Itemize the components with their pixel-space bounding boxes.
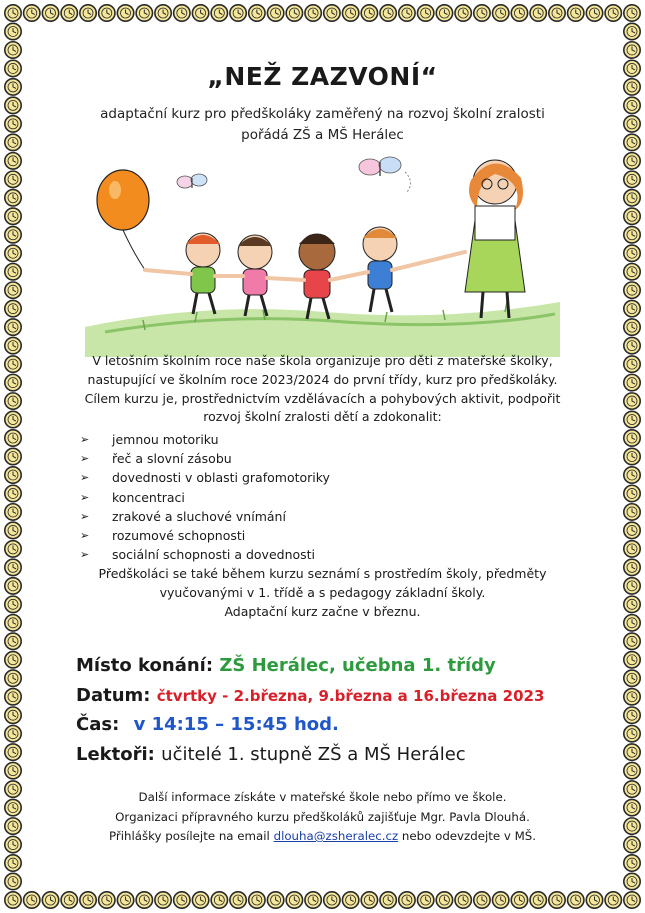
clock-icon xyxy=(624,319,640,335)
clock-icon xyxy=(380,5,396,21)
clock-icon xyxy=(5,356,21,372)
clock-icon xyxy=(624,42,640,58)
clock-icon xyxy=(5,282,21,298)
clock-icon xyxy=(5,42,21,58)
clock-icon xyxy=(5,337,21,353)
clock-icon xyxy=(5,873,21,889)
clock-icon xyxy=(455,892,471,908)
clock-icon xyxy=(624,448,640,464)
clock-icon xyxy=(624,153,640,169)
clock-icon xyxy=(117,892,133,908)
clock-icon xyxy=(624,504,640,520)
outro-line: Předškoláci se také během kurzu seznámí s prostředím školy, předměty xyxy=(98,566,547,581)
footer xyxy=(40,788,605,847)
clock-icon xyxy=(5,670,21,686)
clock-icon xyxy=(267,5,283,21)
clock-icon xyxy=(624,264,640,280)
lecturers-row xyxy=(76,744,466,765)
clock-icon xyxy=(624,60,640,76)
clock-icon xyxy=(42,892,58,908)
clock-icon xyxy=(5,300,21,316)
clock-icon xyxy=(249,892,265,908)
clock-icon xyxy=(24,892,40,908)
children-holding-hands-icon xyxy=(145,227,465,319)
clock-icon xyxy=(624,578,640,594)
clock-icon xyxy=(624,79,640,95)
footer-line-2: Organizaci přípravného kurzu předškoláků zajišťuje Mgr. Pavla Dlouhá. xyxy=(115,809,530,824)
skill-label: řeč a slovní zásobu xyxy=(112,451,232,467)
clock-icon xyxy=(5,134,21,150)
clock-icon xyxy=(624,282,640,298)
clock-icon xyxy=(174,5,190,21)
clock-icon xyxy=(136,892,152,908)
clock-icon xyxy=(624,208,640,224)
children-illustration xyxy=(85,152,560,357)
arrow-bullet-icon: ➢ xyxy=(80,509,90,523)
skill-item xyxy=(80,468,330,487)
footer-line-3 xyxy=(40,827,605,847)
clock-icon xyxy=(624,116,640,132)
date-value: čtvrtky - 2.března, 9.března a 16.března 2023 xyxy=(156,687,545,705)
clock-icon xyxy=(5,559,21,575)
clock-icon xyxy=(399,892,415,908)
clock-icon xyxy=(5,578,21,594)
clock-icon xyxy=(5,208,21,224)
skill-label: koncentraci xyxy=(112,489,185,505)
footer-line-3-before: Přihlášky posílejte na email xyxy=(108,829,274,843)
skill-label: dovednosti v oblasti grafomotoriky xyxy=(112,470,330,486)
clock-icon xyxy=(117,5,133,21)
teacher-icon xyxy=(465,160,525,318)
clock-icon xyxy=(361,892,377,908)
place-value: ZŠ Herálec, učebna 1. třídy xyxy=(219,655,496,676)
outro-line: vyučovanými v 1. třídě a s pedagogy základní školy. xyxy=(159,584,486,600)
clock-icon xyxy=(455,5,471,21)
clock-icon xyxy=(136,5,152,21)
intro-line: Cílem kurzu je, prostřednictvím vzdělávacích a pohybových aktivit, podpořit xyxy=(84,390,561,406)
clock-icon xyxy=(61,5,77,21)
skill-item xyxy=(80,449,330,468)
butterfly-icon xyxy=(359,157,411,192)
clock-icon xyxy=(80,892,96,908)
clock-icon xyxy=(192,892,208,908)
clock-icon xyxy=(5,467,21,483)
clock-icon xyxy=(211,5,227,21)
clock-icon xyxy=(624,836,640,852)
skill-item xyxy=(80,507,330,526)
clock-icon xyxy=(5,393,21,409)
clock-icon xyxy=(624,171,640,187)
clock-icon xyxy=(342,892,358,908)
skill-label: jemnou motoriku xyxy=(112,432,219,447)
clock-icon xyxy=(305,892,321,908)
balloon-icon xyxy=(97,170,149,270)
skill-item xyxy=(80,430,330,449)
clock-icon xyxy=(624,411,640,427)
clock-icon xyxy=(80,5,96,21)
clock-icon xyxy=(230,892,246,908)
clock-icon xyxy=(624,485,640,501)
clock-icon xyxy=(399,5,415,21)
clock-icon xyxy=(624,892,640,908)
clock-icon xyxy=(5,707,21,723)
clock-icon xyxy=(624,23,640,39)
subtitle-line-2: pořádá ZŠ a MŠ Herálec xyxy=(241,127,404,143)
flyer-content xyxy=(40,40,605,873)
clock-icon xyxy=(511,5,527,21)
clock-icon xyxy=(492,892,508,908)
skills-list xyxy=(80,430,330,564)
clock-icon xyxy=(5,522,21,538)
clock-icon xyxy=(5,264,21,280)
clock-icon xyxy=(5,762,21,778)
clock-icon xyxy=(249,5,265,21)
clock-icon xyxy=(436,892,452,908)
clock-icon xyxy=(436,5,452,21)
grass-icon xyxy=(85,302,560,357)
arrow-bullet-icon: ➢ xyxy=(80,433,90,446)
lecturers-value: učitelé 1. stupně ZŠ a MŠ Herálec xyxy=(161,744,466,765)
clock-icon xyxy=(605,892,621,908)
clock-icon xyxy=(5,430,21,446)
clock-icon xyxy=(5,541,21,557)
clock-icon xyxy=(5,744,21,760)
butterfly-icon xyxy=(177,174,207,188)
clock-icon xyxy=(5,319,21,335)
clock-icon xyxy=(24,5,40,21)
arrow-bullet-icon: ➢ xyxy=(80,452,90,466)
clock-icon xyxy=(624,245,640,261)
date-label: Datum: xyxy=(76,685,151,706)
page-title: „NEŽ ZAZVONÍ“ xyxy=(207,62,438,91)
clock-icon xyxy=(530,892,546,908)
clock-icon xyxy=(624,541,640,557)
intro-line: rozvoj školní zralosti dětí a zdokonalit: xyxy=(203,409,442,425)
footer-line-3-after: nebo odevzdejte v MŠ. xyxy=(398,829,537,843)
clock-icon xyxy=(99,892,115,908)
clock-icon xyxy=(305,5,321,21)
clock-icon xyxy=(5,374,21,390)
outro-line: Adaptační kurz začne v březnu. xyxy=(224,603,421,619)
clock-icon xyxy=(230,5,246,21)
clock-icon xyxy=(624,781,640,797)
clock-icon xyxy=(5,633,21,649)
clock-icon xyxy=(624,799,640,815)
clock-icon xyxy=(474,892,490,908)
clock-icon xyxy=(549,892,565,908)
clock-icon xyxy=(324,892,340,908)
footer-line-1: Další informace získáte v mateřské škole nebo přímo ve škole. xyxy=(138,790,507,804)
clock-icon xyxy=(5,615,21,631)
skill-label: sociální schopnosti a dovednosti xyxy=(112,547,316,563)
clock-icon xyxy=(5,818,21,834)
intro-line: V letošním školním roce naše škola organizuje pro děti z mateřské školky, xyxy=(92,353,553,368)
place-label: Místo konání: xyxy=(76,655,214,676)
clock-icon xyxy=(624,393,640,409)
clock-icon xyxy=(624,559,640,575)
clock-icon xyxy=(286,892,302,908)
clock-icon xyxy=(5,23,21,39)
clock-icon xyxy=(624,337,640,353)
arrow-bullet-icon: ➢ xyxy=(80,548,90,562)
clock-icon xyxy=(5,689,21,705)
time-label: Čas: xyxy=(76,714,120,735)
clock-icon xyxy=(624,356,640,372)
clock-icon xyxy=(5,116,21,132)
clock-icon xyxy=(192,5,208,21)
clock-icon xyxy=(5,855,21,871)
clock-icon xyxy=(624,725,640,741)
clock-icon xyxy=(568,892,584,908)
clock-icon xyxy=(5,171,21,187)
clock-icon xyxy=(5,836,21,852)
clock-icon xyxy=(624,134,640,150)
arrow-bullet-icon: ➢ xyxy=(80,490,90,504)
clock-icon xyxy=(586,5,602,21)
clock-icon xyxy=(624,300,640,316)
clock-icon xyxy=(624,5,640,21)
clock-icon xyxy=(5,190,21,206)
time-value: v 14:15 – 15:45 hod. xyxy=(133,714,339,735)
clock-icon xyxy=(5,227,21,243)
clock-icon xyxy=(211,892,227,908)
clock-icon xyxy=(5,781,21,797)
clock-icon xyxy=(586,892,602,908)
clock-icon xyxy=(624,190,640,206)
clock-icon xyxy=(5,245,21,261)
place-row xyxy=(76,655,496,676)
skill-label: rozumové schopnosti xyxy=(112,528,246,544)
skill-label: zrakové a sluchové vnímání xyxy=(112,508,286,524)
clock-icon xyxy=(624,522,640,538)
clock-icon xyxy=(624,652,640,668)
subtitle-line-1: adaptační kurz pro předškoláky zaměřený na rozvoj školní zralosti xyxy=(100,106,545,122)
clock-icon xyxy=(624,615,640,631)
clock-icon xyxy=(624,467,640,483)
clock-icon xyxy=(624,855,640,871)
clock-icon xyxy=(99,5,115,21)
clock-icon xyxy=(624,633,640,649)
clock-icon xyxy=(5,652,21,668)
time-row xyxy=(76,714,339,735)
clock-icon xyxy=(624,707,640,723)
clock-icon xyxy=(624,670,640,686)
clock-icon xyxy=(155,892,171,908)
clock-icon xyxy=(5,60,21,76)
clock-icon xyxy=(474,5,490,21)
clock-icon xyxy=(342,5,358,21)
clock-icon xyxy=(5,448,21,464)
clock-icon xyxy=(5,799,21,815)
clock-icon xyxy=(624,430,640,446)
clock-icon xyxy=(624,374,640,390)
arrow-bullet-icon: ➢ xyxy=(80,471,90,485)
clock-icon xyxy=(624,596,640,612)
email-link[interactable]: dlouha@zsheralec.cz xyxy=(273,829,399,843)
clock-icon xyxy=(174,892,190,908)
skill-item xyxy=(80,526,330,545)
skill-item xyxy=(80,545,330,564)
clock-icon xyxy=(624,97,640,113)
arrow-bullet-icon: ➢ xyxy=(80,529,90,543)
clock-icon xyxy=(5,596,21,612)
clock-icon xyxy=(5,79,21,95)
clock-icon xyxy=(286,5,302,21)
clock-icon xyxy=(5,411,21,427)
clock-icon xyxy=(511,892,527,908)
clock-icon xyxy=(530,5,546,21)
intro-line: nastupující ve školním roce 2023/2024 do první třídy, kurz pro předškoláky. xyxy=(87,371,558,387)
clock-icon xyxy=(5,5,21,21)
clock-icon xyxy=(324,5,340,21)
date-row xyxy=(76,685,544,706)
clock-icon xyxy=(42,5,58,21)
clock-icon xyxy=(624,689,640,705)
clock-icon xyxy=(5,504,21,520)
lecturers-label: Lektoři: xyxy=(76,744,155,765)
clock-icon xyxy=(417,5,433,21)
clock-icon xyxy=(361,5,377,21)
clock-icon xyxy=(549,5,565,21)
clock-icon xyxy=(624,744,640,760)
clock-icon xyxy=(5,892,21,908)
clock-icon xyxy=(5,153,21,169)
clock-icon xyxy=(624,762,640,778)
clock-icon xyxy=(5,97,21,113)
clock-icon xyxy=(267,892,283,908)
clock-icon xyxy=(61,892,77,908)
clock-icon xyxy=(5,725,21,741)
clock-icon xyxy=(605,5,621,21)
clock-icon xyxy=(624,818,640,834)
clock-icon xyxy=(417,892,433,908)
clock-icon xyxy=(624,227,640,243)
clock-icon xyxy=(5,485,21,501)
skill-item xyxy=(80,488,330,507)
clock-icon xyxy=(492,5,508,21)
clock-icon xyxy=(155,5,171,21)
clock-icon xyxy=(568,5,584,21)
clock-icon xyxy=(380,892,396,908)
clock-icon xyxy=(624,873,640,889)
